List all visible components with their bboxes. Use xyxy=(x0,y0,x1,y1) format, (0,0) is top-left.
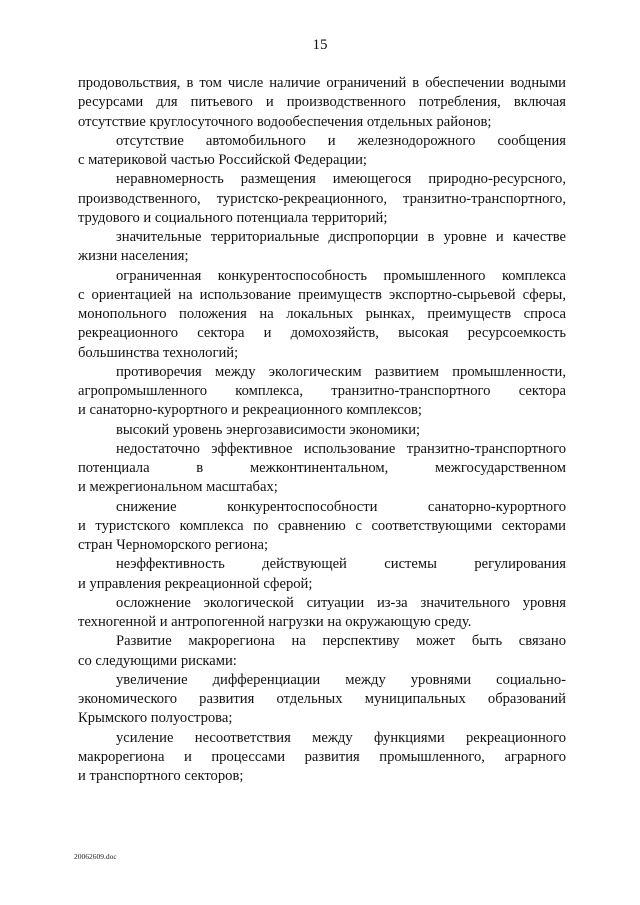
paragraph xyxy=(78,74,566,132)
text-line: со следующими рисками: xyxy=(78,652,237,669)
text-line: макрорегиона и процессами развития промышленного, аграрного xyxy=(78,748,566,765)
document-body xyxy=(78,74,566,786)
text-line: производственного, туристско-рекреационного, транзитно-транспортного, xyxy=(78,190,566,207)
text-line: Крымского полуострова; xyxy=(78,710,233,727)
paragraph xyxy=(78,671,566,729)
text-line: осложнение экологической ситуации из-за значительного уровня xyxy=(116,594,566,611)
text-line: и межрегиональном масштабах; xyxy=(78,479,278,496)
page-number: 15 xyxy=(312,37,328,53)
text-line: отсутствие круглосуточного водообеспечения отдельных районов; xyxy=(78,113,492,130)
paragraph xyxy=(78,170,566,228)
text-line: техногенной и антропогенной нагрузки на окружающую среду. xyxy=(78,614,472,630)
text-line: и транспортного секторов; xyxy=(78,768,244,784)
paragraph xyxy=(78,498,566,556)
text-line: и санаторно-курортного и рекреационного комплексов; xyxy=(78,402,422,419)
text-line: жизни населения; xyxy=(78,248,189,265)
text-line: усиление несоответствия между функциями рекреационного xyxy=(116,729,566,746)
document-filename: 20062609.doc xyxy=(74,852,117,861)
paragraph xyxy=(78,363,566,421)
text-line: и туристского комплекса по сравнению с соответствующими секторами xyxy=(78,517,566,534)
paragraph xyxy=(78,421,566,440)
text-line: противоречия между экологическим развитием промышленности, xyxy=(116,363,566,380)
paragraph xyxy=(78,132,566,171)
text-line: с материковой частью Российской Федерации; xyxy=(78,152,367,168)
text-line: высокий уровень энергозависимости экономики; xyxy=(116,421,421,438)
text-line: неэффективность действующей системы регулирования xyxy=(116,556,566,573)
paragraph xyxy=(78,594,566,633)
paragraph xyxy=(78,555,566,594)
text-line: ресурсами для питьевого и производственного потребления, включая xyxy=(78,94,566,111)
text-line: агропромышленного комплекса, транзитно-транспортного сектора xyxy=(78,383,566,399)
text-line: недостаточно эффективное использование транзитно-транспортного xyxy=(116,440,566,457)
paragraph xyxy=(78,440,566,498)
text-line: неравномерность размещения имеющегося природно-ресурсного, xyxy=(116,171,566,188)
text-line: продовольствия, в том числе наличие ограничений в обеспечении водными xyxy=(78,75,566,91)
text-line: потенциала в межконтинентальном, межгосударственном xyxy=(78,460,566,476)
paragraph xyxy=(78,267,566,363)
text-line: большинства технологий; xyxy=(78,344,239,361)
text-line: отсутствие автомобильного и железнодорожного сообщения xyxy=(116,132,566,149)
text-line: с ориентацией на использование преимуществ экспортно-сырьевой сферы, xyxy=(78,286,566,303)
text-line: Развитие макрорегиона на перспективу может быть связано xyxy=(116,633,566,650)
text-line: ограниченная конкурентоспособность промышленного комплекса xyxy=(116,267,566,284)
paragraph xyxy=(78,729,566,787)
text-line: монопольного положения на локальных рынках, преимуществ спроса xyxy=(78,306,566,322)
paragraph xyxy=(78,632,566,671)
text-line: и управления рекреационной сферой; xyxy=(78,575,313,592)
text-line: увеличение дифференциации между уровнями социально- xyxy=(116,671,566,688)
text-line: снижение конкурентоспособности санаторно-курортного xyxy=(116,498,566,515)
text-line: рекреационного сектора и домохозяйств, высокая ресурсоемкость xyxy=(78,325,566,342)
text-line: значительные территориальные диспропорции в уровне и качестве xyxy=(116,229,566,245)
text-line: стран Черноморского региона; xyxy=(78,537,269,553)
text-line: экономического развития отдельных муниципальных образований xyxy=(78,691,566,707)
paragraph xyxy=(78,228,566,267)
text-line: трудового и социального потенциала территорий; xyxy=(78,209,388,226)
